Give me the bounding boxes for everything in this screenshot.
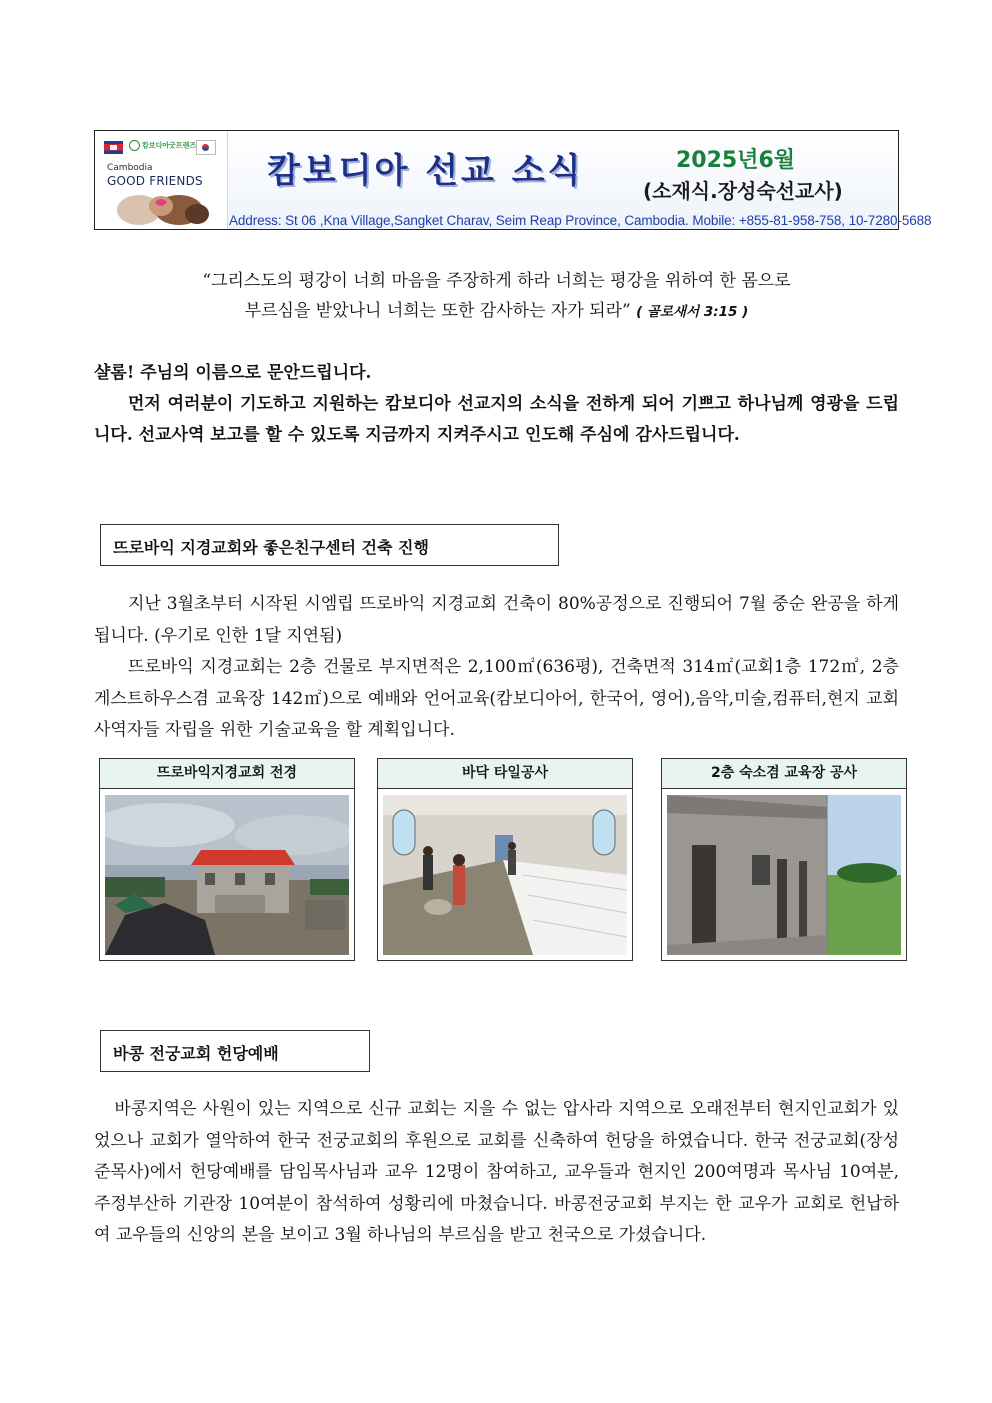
bible-verse <box>94 266 899 327</box>
org-badge-text: 캄보디아굿프렌즈 <box>142 141 197 150</box>
verse-line-2-text: 부르심을 받았나니 너희는 또한 감사하는 자가 되라” <box>244 301 631 321</box>
photo-card-floor-tile <box>377 758 633 961</box>
logo-good-friends-text: GOOD FRIENDS <box>107 174 203 188</box>
org-badge <box>129 140 196 151</box>
banner-title: 캄보디아 선교 소식 <box>267 151 584 191</box>
second-floor-construction-photo <box>667 795 901 955</box>
banner-missionaries: (소재식.장성숙선교사) <box>643 179 843 203</box>
section-2-heading: 바콩 전궁교회 헌당예배 <box>100 1030 370 1072</box>
photo-card-church-exterior <box>99 758 355 961</box>
section-1-paragraph-1: 지난 3월초부터 시작된 시엠립 뜨로바익 지경교회 건축이 80%공정으로 진행되어 7월 중순 완공을 하게됩니다. (우기로 인한 1달 지연됨) <box>94 594 899 646</box>
floor-tile-work-photo <box>383 795 627 955</box>
section-1-heading: 뜨로바익 지경교회와 좋은친구센터 건축 진행 <box>100 524 559 566</box>
banner-address: Address: St 06 ,Kna Village,Sangket Charav, Seim Reap Province, Cambodia. Mobile: +855-81-958-758, 10-7280-5688 <box>229 213 932 228</box>
photo-caption: 2층 숙소겸 교육장 공사 <box>662 759 906 789</box>
verse-line-1: “그리스도의 평강이 너희 마음을 주장하게 하라 너희는 평강을 위하여 한 몸으로 <box>202 271 791 291</box>
greeting <box>94 358 899 451</box>
good-friends-logo <box>95 131 228 229</box>
header-banner <box>94 130 932 230</box>
section-1-body <box>94 589 899 747</box>
section-2-body <box>94 1094 899 1252</box>
photo-caption: 바닥 타일공사 <box>378 759 632 789</box>
joined-hands-icon <box>109 192 213 226</box>
section-1-paragraph-2: 뜨로바익 지경교회는 2층 건물로 부지면적은 2,100㎡(636평), 건축면적 314㎡(교회1층 172㎡, 2층 게스트하우스겸 교육장 142㎡)으로 예배와 언어교육(캄보디아어, 한국어, 영어),음악,미술,컴퓨터,현지 교회 사역자들 자립을 위한 기술교육을 할 계획입니다. <box>94 657 899 740</box>
photo-caption: 뜨로바익지경교회 전경 <box>100 759 354 789</box>
verse-reference: ( 골로새서 3:15 ) <box>636 304 749 320</box>
logo-cambodia-text: Cambodia <box>107 163 153 173</box>
church-exterior-photo <box>105 795 349 955</box>
banner-date: 2025년6월 <box>676 148 796 173</box>
photo-card-second-floor <box>661 758 907 961</box>
section-2-paragraph: 바콩지역은 사원이 있는 지역으로 신규 교회는 지을 수 없는 압사라 지역으로 오래전부터 현지인교회가 있었으나 교회가 열악하여 한국 전궁교회의 후원으로 교회를 신축하여 헌당을 하였습니다. 한국 전궁교회(장성준목사)에서 헌당예배를 담임목사님과 교우 12명이 참여하고, 교우들과 현지인 200여명과 목사님 10여분, 주정부산하 기관장 10여분이 참석하여 성황리에 마쳤습니다. 바콩전궁교회 부지는 한 교우가 교회로 헌납하여 교우들의 신앙의 본을 보이고 3월 하나님의 부르심을 받고 천국으로 가셨습니다. <box>94 1099 899 1245</box>
cambodia-flag-icon <box>104 141 123 154</box>
verse-line-2 <box>94 296 899 327</box>
greeting-line: 샬롬! 주님의 이름으로 문안드립니다. <box>94 363 372 383</box>
korea-flag-icon <box>196 140 216 155</box>
greeting-paragraph: 먼저 여러분이 기도하고 지원하는 캄보디아 선교지의 소식을 전하게 되어 기쁘고 하나님께 영광을 드립니다. 선교사역 보고를 할 수 있도록 지금까지 지켜주시고 인도해 주심에 감사드립니다. <box>94 394 899 445</box>
